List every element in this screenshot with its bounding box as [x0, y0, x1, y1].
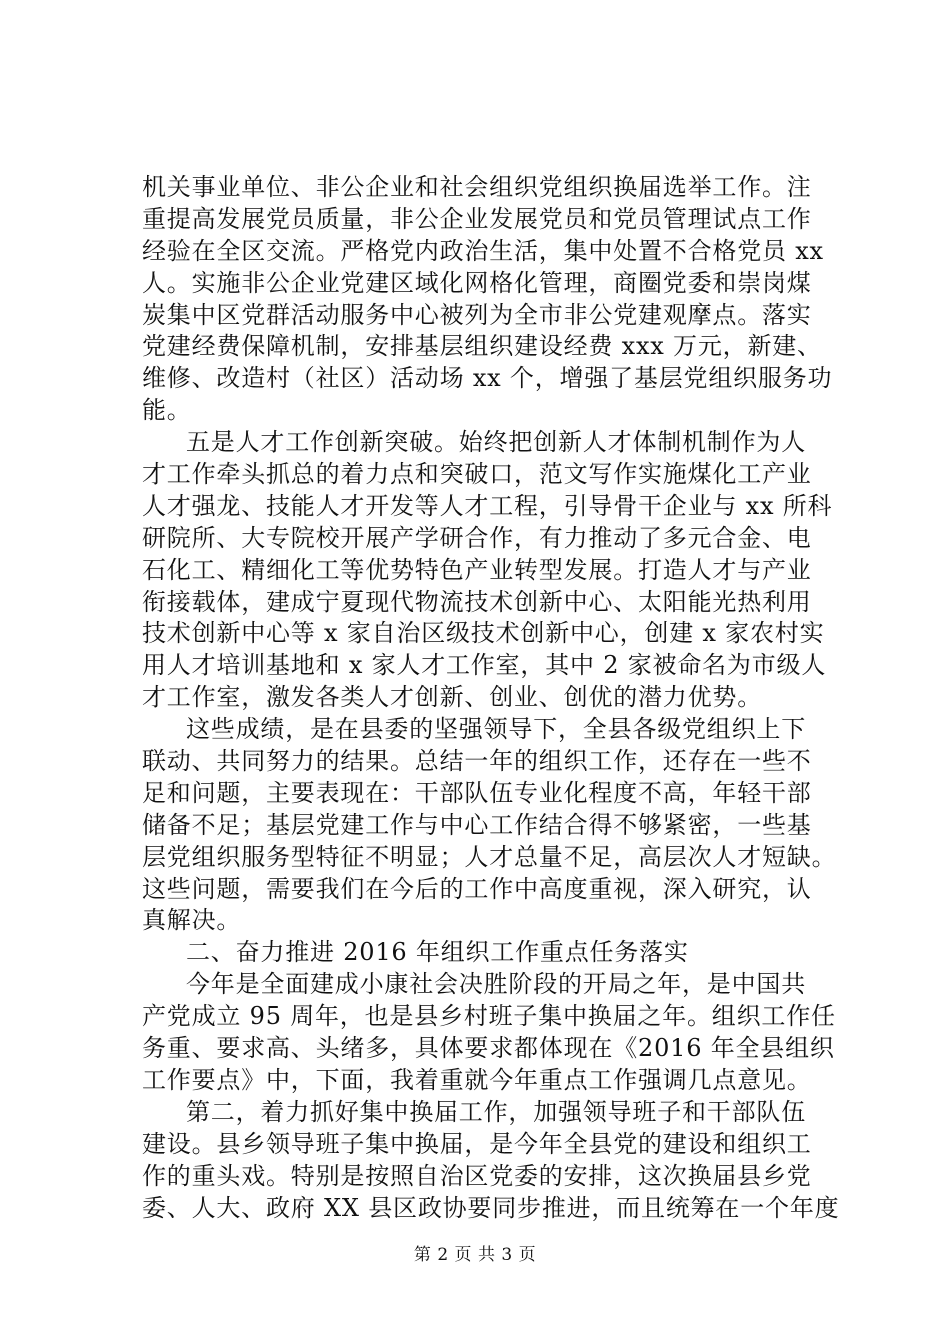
text-line: 炭集中区党群活动服务中心被列为全市非公党建观摩点。落实 [142, 300, 812, 329]
text-line: 联动、共同努力的结果。总结一年的组织工作，还存在一些不 [142, 747, 812, 776]
text-line: 用人才培训基地和 x 家人才工作室，其中 2 家被命名为市级人 [142, 651, 827, 680]
text-line: 能。 [142, 396, 192, 425]
text-line: 人。实施非公企业党建区域化网格化管理，商圈党委和崇岗煤 [142, 268, 812, 297]
text-line: 石化工、精细化工等优势特色产业转型发展。打造人才与产业 [142, 555, 812, 584]
text-line: 委、人大、政府 XX 县区政协要同步推进，而且统筹在一个年度 [142, 1193, 840, 1222]
text-line: 重提高发展党员质量，非公企业发展党员和党员管理试点工作 [142, 204, 812, 233]
text-line: 才工作牵头抓总的着力点和突破口，范文写作实施煤化工产业 [142, 460, 812, 489]
text-line: 维修、改造村（社区）活动场 xx 个，增强了基层党组织服务功 [142, 364, 833, 393]
text-line: 储备不足；基层党建工作与中心工作结合得不够紧密，一些基 [142, 810, 812, 839]
text-line: 层党组织服务型特征不明显；人才总量不足，高层次人才短缺。 [142, 842, 837, 871]
text-line: 研院所、大专院校开展产学研合作，有力推动了多元合金、电 [142, 523, 812, 552]
text-line: 机关事业单位、非公企业和社会组织党组织换届选举工作。注 [142, 173, 812, 201]
text-line: 五是人才工作创新突破。始终把创新人才体制机制作为人 [186, 428, 806, 457]
text-line: 才工作室，激发各类人才创新、创业、创优的潜力优势。 [142, 683, 762, 712]
text-line: 真解决。 [142, 906, 242, 935]
text-line: 二、奋力推进 2016 年组织工作重点任务落实 [186, 938, 689, 967]
text-line: 党建经费保障机制，安排基层组织建设经费 xxx 万元，新建、 [142, 332, 822, 361]
text-line: 衔接载体，建成宁夏现代物流技术创新中心、太阳能光热利用 [142, 587, 812, 616]
text-line: 这些问题，需要我们在今后的工作中高度重视，深入研究，认 [142, 874, 812, 903]
text-line: 这些成绩，是在县委的坚强领导下，全县各级党组织上下 [186, 715, 806, 744]
text-line: 今年是全面建成小康社会决胜阶段的开局之年，是中国共 [186, 970, 806, 999]
text-line: 产党成立 95 周年，也是县乡村班子集中换届之年。组织工作任 [142, 1002, 836, 1031]
text-line: 务重、要求高、头绪多，具体要求都体现在《2016 年全县组织 [142, 1034, 835, 1063]
text-line: 经验在全区交流。严格党内政治生活，集中处置不合格党员 xx [142, 236, 824, 265]
text-line: 人才强龙、技能人才开发等人才工程，引导骨干企业与 xx 所科 [142, 491, 833, 520]
text-line: 技术创新中心等 x 家自治区级技术创新中心，创建 x 家农村实 [142, 619, 825, 648]
page-number-footer: 第 2 页 共 3 页 [413, 1245, 537, 1265]
text-line: 作的重头戏。特别是按照自治区党委的安排，这次换届县乡党 [142, 1161, 812, 1190]
text-line: 足和问题，主要表现在：干部队伍专业化程度不高，年轻干部 [142, 778, 812, 807]
document-body [142, 172, 842, 1224]
text-line: 工作要点》中，下面，我着重就今年重点工作强调几点意见。 [142, 1065, 812, 1094]
text-line: 建设。县乡领导班子集中换届，是今年全县党的建设和组织工 [142, 1129, 812, 1158]
text-line: 第二，着力抓好集中换届工作，加强领导班子和干部队伍 [186, 1097, 806, 1126]
